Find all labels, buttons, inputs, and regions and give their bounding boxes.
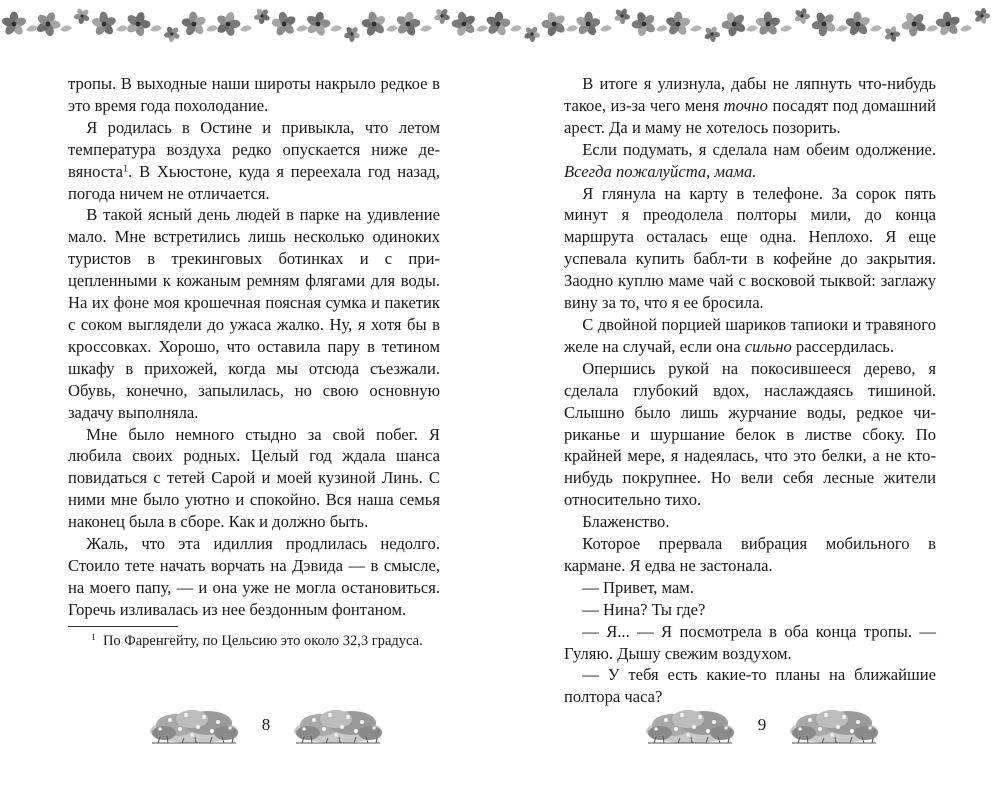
leaf-icon: [510, 25, 522, 31]
flower-icon: [88, 7, 121, 40]
footnote-rule: [68, 626, 178, 627]
flower-icon: [300, 6, 336, 42]
paragraph: [564, 183, 936, 314]
flower-icon: [342, 23, 362, 44]
flower-icon: [253, 7, 271, 24]
page-number: 8: [261, 715, 271, 734]
text-run: С двойной порцией шариков тапиоки и травяного желе на случай, если она: [564, 314, 936, 356]
text-run: Блаженство.: [582, 512, 670, 532]
leaf-icon: [566, 25, 578, 31]
footnote: [68, 632, 440, 651]
flower-icon: [125, 10, 151, 37]
bush-icon: [290, 705, 386, 745]
text-run: Жаль, что эта идиллия продлилась недолго. Стоило тете начать ворчать на Дэвида — в смысле, на моего папу, — и она уже не могла остановиться. Горечь изливалась из нее бездонным фонтаном.: [68, 534, 440, 619]
text-run: Если подумать, я сделала нам обеим одолжение.: [582, 139, 936, 159]
right-folio: [642, 700, 882, 750]
leaf-icon: [150, 25, 162, 31]
text-run: В итоге я улизнула, дабы не ляпнуть что-нибудь такое, из-за чего меня: [564, 74, 936, 115]
bush-icon: [786, 705, 882, 745]
flower-icon: [161, 23, 183, 45]
flower-icon: [483, 10, 512, 38]
text-run: посадят под домашний арест. Да и маму не хотелось позорить.: [564, 95, 936, 137]
flower-icon: [750, 6, 786, 41]
leaf-icon: [656, 25, 668, 31]
text-run: Мне было немного стыдно за свой побег. Я любила своих родных. Целый год ждала шанса повидаться с тетей Сарой и моей кузиной Линь. С ними мне было уютно и спокойно. Вся наша семья наконец была в сборе. Как и должно быть.: [68, 424, 440, 532]
flower-icon: [702, 24, 722, 43]
leaf-icon: [60, 25, 72, 31]
leaf-icon: [386, 25, 398, 31]
paragraph: [564, 358, 936, 511]
text-run: Я глянула на карту в телефоне. За сорок пять минут я преодолела полторы мили, до конца маршрута осталась еще одна. Неплохо. Я еще успевала купить бабл-ти в кофейне до закрытия. Заодно куплю маме чай с восковой тыквой: заглажу вину за то, что я ее бросила.: [564, 183, 936, 313]
italic-text: Всегда пожалуйста, мама.: [564, 161, 757, 181]
text-run: рассердилась.: [791, 336, 895, 356]
right-page: [564, 73, 936, 708]
paragraph: [564, 599, 936, 621]
text-run: Я родилась в Остине и привыкла, что летом температура воздуха редко опускается ниже девяноста: [68, 117, 440, 181]
paragraph: [564, 621, 936, 665]
floral-border: [0, 0, 1000, 52]
leaf-icon: [240, 25, 252, 31]
flower-icon: [791, 4, 814, 27]
leaf-icon: [330, 25, 342, 31]
leaf-icon: [420, 25, 432, 31]
paragraph: [564, 314, 936, 358]
leaf-icon: [206, 25, 218, 31]
flower-icon: [933, 10, 962, 38]
flower-icon: [70, 4, 93, 27]
leaf-icon: [870, 25, 882, 31]
flower-icon: [880, 22, 903, 45]
paragraph: [68, 204, 440, 423]
leaf-icon: [746, 25, 758, 31]
paragraph: [564, 73, 936, 139]
paragraph: [564, 533, 936, 577]
flower-icon: [613, 6, 632, 26]
flower-icon: [212, 8, 245, 40]
text-run: — Я... — Я посмотрела в оба конца тропы. — Гуляю. Дышу свежим воздухом.: [564, 621, 936, 663]
flower-icon: [391, 7, 425, 42]
leaf-icon: [116, 25, 128, 31]
leaf-icon: [926, 25, 938, 31]
page-number: 9: [757, 715, 767, 734]
footnote-ref: 1: [123, 162, 129, 174]
flower-icon: [31, 7, 65, 40]
leaf-icon: [690, 25, 702, 31]
paragraph: [68, 117, 440, 205]
leaf-icon: [476, 25, 488, 31]
flower-icon: [843, 8, 873, 39]
footnote-text: По Фаренгейту, по Цельсию это около 32,3 градуса.: [102, 633, 423, 649]
flower-icon: [573, 8, 603, 39]
flower-icon: [810, 9, 839, 39]
paragraph: [68, 73, 440, 117]
left-folio: [146, 700, 386, 750]
flower-icon: [1, 12, 27, 37]
flower-icon: [972, 6, 993, 26]
italic-text: сильно: [744, 336, 792, 356]
text-run: — Нина? Ты где?: [582, 599, 706, 619]
flower-icon: [448, 9, 480, 40]
leaf-icon: [836, 25, 848, 31]
text-run: тропы. В выходные наши широты накрыло редкое в это время года похолодание.: [68, 74, 440, 115]
flower-icon: [660, 6, 696, 41]
leaf-icon: [26, 25, 38, 31]
text-run: В такой ясный день людей в парке на удивление мало. Мне встретились лишь несколько одиноких туристов в трекинговых ботинках и с прицепленными к кожаным ремням флягами для воды. На их фоне моя крошечная поясная сумка и пакетик с соком выглядели до ужаса жалко. Ну, я хотя бы в кроссовках. Хорошо, что оставила пару в тетином шкафу в прихожей, когда мы отсюда съезжали. Обувь, конечно, запылилась, но свою основную задачу выполняла.: [68, 205, 440, 422]
bush-icon: [146, 705, 242, 745]
footnote-mark: 1: [91, 632, 96, 643]
leaf-icon: [600, 25, 612, 31]
flower-icon: [430, 4, 453, 27]
text-run: . В Хьюстоне, куда я переехала год назад, погода ничем не отличается.: [68, 161, 440, 203]
paragraph: [564, 577, 936, 599]
paragraph: [564, 511, 936, 533]
paragraph: [564, 139, 936, 183]
flower-icon: [360, 10, 388, 39]
leaf-icon: [296, 25, 308, 31]
text-run: — У тебя есть какие-то планы на ближайшие полтора часа?: [564, 665, 936, 707]
paragraph: [68, 533, 440, 621]
leaf-icon: [780, 25, 792, 31]
left-page: [68, 73, 440, 621]
italic-text: точно: [723, 95, 768, 115]
flower-icon: [626, 6, 661, 42]
text-run: Опершись рукой на покосившееся дерево, я сделала глубокий вдох, наслаждаясь тишиной. Слышно было лишь журчание воды, редкое чириканье и шуршание белок в листве сбоку. По крайней мере, я надеялась, что это белки, а не кто-нибудь покрупнее. Но вели себя лесные жители относительно тихо.: [564, 358, 936, 510]
flower-icon: [176, 6, 212, 42]
text-run: — Привет, мам.: [582, 577, 694, 597]
text-run: Которое прервала вибрация мобильного в кармане. Я едва не застонала.: [564, 534, 936, 575]
flower-icon: [521, 23, 544, 46]
flower-icon: [896, 7, 931, 42]
flower-icon: [719, 9, 750, 39]
flower-icon: [536, 6, 572, 42]
flower-icon: [267, 7, 302, 41]
bush-icon: [642, 705, 738, 745]
paragraph: [68, 424, 440, 534]
leaf-icon: [960, 25, 972, 31]
